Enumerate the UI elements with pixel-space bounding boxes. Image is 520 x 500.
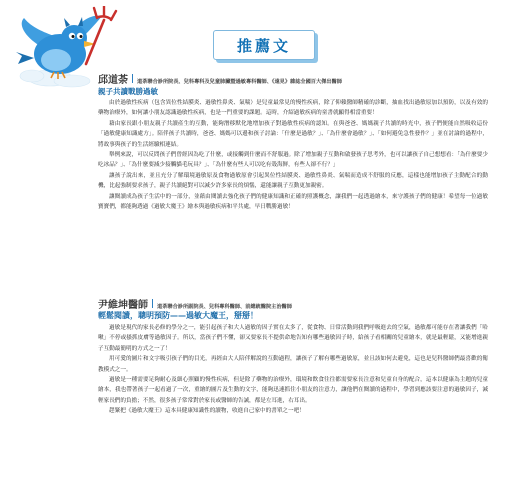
paragraph: 讓孩子說出來，並且充分了解環境過敏原及食物過敏原會引起異位性結膜炎、過敏性鼻炎、氣喘而造成不舒服的反應，這樣也能增加孩子主動配合的動機，比起強制要求孩子，親子共讀絕對可以減少許多家長的煩惱，還能讓親子互動更加親密。 bbox=[98, 172, 488, 190]
author-title: 道荼聯合診所副院長、兒科專科醫師、前總統醫院主治醫師 bbox=[157, 304, 292, 310]
title-banner bbox=[213, 30, 315, 60]
paragraph: 用可愛的圖片和文字吸引孩子們的目光，再經由大人陪伴解說的互動過程，讓孩子了解有哪些過敏原，並且該如何去避免，這也是兒科醫師們最喜歡的衛教模式之一。 bbox=[98, 356, 488, 373]
paragraph: 讓閱讀成為孩子生活中的一部分，並藉由閱讀去強化孩子們的健康知識和正確的照護概念，讓我們一起透過繪本，來守護孩子們的健康！希望每一位過敏寶寶們，都能夠透過《過敏大魔王》繪本與過敏疾病和平共處，早日戰勝過敏！ bbox=[98, 193, 488, 211]
paragraph: 由於過敏性疾病（包含異位性結膜炎、過敏性鼻炎、氣喘）是兒童最常見的慢性疾病，除了仰賴醫師精確的診斷，抽血找出過敏原加以預防，以及有效的藥物治療外，如何讓小朋友認識過敏性疾病，也是一門重要的課題。這時，介紹過敏疾病的童書就顯得相當重要！ bbox=[98, 100, 488, 117]
separator bbox=[132, 74, 133, 83]
paragraph: 過敏是一種需要足夠耐心及細心照顧的慢性疾病，但是除了藥物的治療外，環境和飲食往往都需要家長注意和兒童自身的配合，這本以健康為主題的兒童繪本，我也帶著孩子一起看過了一次，重繪的圖片及生動的文字，能夠迅速抓住小朋友的注意力，讓他們在閱讀的過程中，學習到應該要注意的過敏因子，減輕家長們的負擔；不然，很多孩子常常對於家長或醫師的告誡，都是左耳進，右耳出。 bbox=[98, 377, 488, 404]
section-heading: 親子共讀戰勝過敏 bbox=[98, 87, 158, 96]
author-name: 邱道荼 bbox=[98, 75, 128, 86]
paragraph: 舉例來說，可以反問孩子們曾經因為吃了什麼，或接觸到什麼而不舒服過。除了增加親子互動和啟發孩子思考外，也可以讓孩子自己想想看：「為什麼要少吃冰品？」、「為什麼要減少接觸貓毛玩具？」、「為什麼有些人可以吃有殼海鮮，有些人卻不行？」 bbox=[98, 152, 488, 169]
pitchfork-icon bbox=[78, 6, 118, 68]
section-body-2 bbox=[98, 323, 488, 417]
page-title: 推薦文 bbox=[236, 36, 291, 55]
separator bbox=[152, 299, 153, 308]
section-body-1 bbox=[98, 98, 488, 212]
section-heading: 輕鬆閱讀，聰明預防——過敏大魔王，掰掰！ bbox=[98, 311, 258, 320]
author-name: 尹維坤醫師 bbox=[98, 300, 148, 311]
author-line-1 bbox=[98, 71, 342, 86]
paragraph: 趕緊把《過敏大魔王》這本具健康知識性的讀物，收進自己家中的書單之一吧！ bbox=[109, 408, 305, 415]
author-title: 道荼聯合診所院長、兒科專科及兒童肺臟暨過敏專科醫師、《遠見》雜誌全國百大傑出醫師 bbox=[137, 79, 342, 85]
paragraph: 藉由家長跟小朋友親子共讀產生的互動，能夠潛移默化地增加孩子對過敏性疾病的認知。在與爸爸、媽媽親子共讀的時光中，孩子們便能自然吸收這份「過敏健康知識處方」。陪伴孩子共讀時，爸爸、媽媽可以邊和孩子討論：「什麼是過敏？」、「為什麼會過敏？」、「如何避免急性發作？」並在討論的過程中，將故事與孩子的生活經驗相連結。 bbox=[98, 120, 488, 148]
author-line-2 bbox=[98, 296, 292, 311]
paragraph: 過敏是現代的家長必修的學分之一，能引起孩子和大人過敏的因子實在太多了，從食物、日常活動到我們呼吸進去的空氣，過敏都可能存在著讓我們「哈啾」不停或搔抓皮膚等過敏因子。所以，當孩子們不懂，卻又要家長不提供命地告知有哪些過敏因子時，給孩子看相關的兒童繪本，就是最輕鬆，又能增進親子互動最簡明的方式之一了！ bbox=[98, 325, 488, 352]
